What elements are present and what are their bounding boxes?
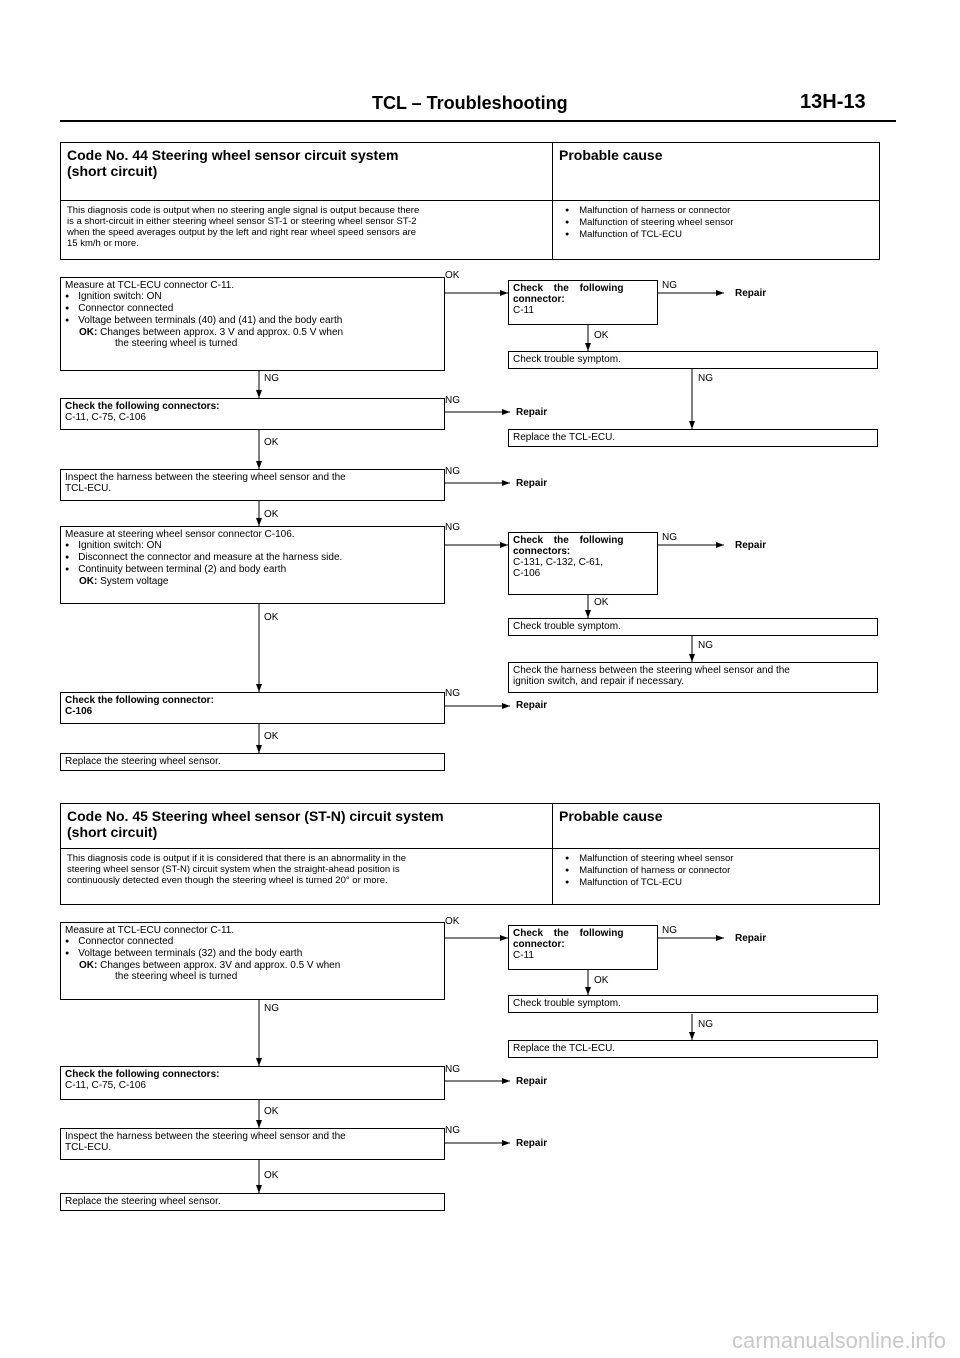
c44-replace-ecu-text: Replace the TCL-ECU. bbox=[513, 432, 616, 443]
c44-measure-bullet: ● Ignition switch: ON bbox=[65, 291, 440, 303]
c45-measure-bullet: ● Connector connected bbox=[65, 936, 440, 948]
c44-check-connectors2-box bbox=[508, 532, 658, 595]
c44-check-harness-box bbox=[508, 662, 878, 693]
c45-check-connector-box bbox=[508, 925, 658, 970]
code44-cause-header-text: Probable cause bbox=[559, 147, 663, 163]
repair-label: Repair bbox=[735, 933, 767, 944]
label-ng: NG bbox=[264, 373, 279, 384]
c44-measure2-line: Measure at steering wheel sensor connector C-106. bbox=[65, 529, 295, 540]
label-ng: NG bbox=[264, 1003, 279, 1014]
c44-ok-text: Changes between approx. 3 V and approx. 0.5 V when bbox=[100, 327, 344, 338]
page-number: 13H-13 bbox=[800, 91, 866, 113]
c44-check-conns-line: Check the following connectors: bbox=[65, 401, 220, 412]
c44-check-connectors-box bbox=[60, 398, 445, 430]
code45-cause-header bbox=[553, 804, 879, 849]
code45-table bbox=[60, 803, 880, 905]
c45-inspect-box bbox=[60, 1128, 445, 1160]
c44-check-c106-line: C-106 bbox=[65, 706, 93, 717]
c44-replace-sensor-box bbox=[60, 753, 445, 771]
c45-replace-sensor-box bbox=[60, 1193, 445, 1211]
c44-check-conns2-line: C-131, C-132, C-61, bbox=[513, 557, 604, 568]
code45-description bbox=[61, 849, 553, 904]
c45-check-connectors-box bbox=[60, 1066, 445, 1100]
c44-measure2-bullet: ● Disconnect the connector and measure at the harness side. bbox=[65, 552, 440, 564]
code45-cause-header-text: Probable cause bbox=[559, 808, 663, 824]
c45-inspect-line: TCL-ECU. bbox=[65, 1142, 112, 1153]
c44-trouble-box bbox=[508, 351, 878, 369]
watermark: carmanualsonline.info bbox=[731, 1328, 946, 1353]
c45-ok-label: OK: bbox=[79, 960, 98, 971]
label-ok: OK bbox=[264, 1106, 279, 1117]
c44-replace-ecu-box bbox=[508, 429, 878, 447]
code45-title-line1: Code No. 45 Steering wheel sensor (ST-N) circuit system bbox=[67, 808, 444, 824]
label-ok: OK bbox=[264, 1170, 279, 1181]
code45-desc-line: steering wheel sensor (ST-N) circuit system when the straight-ahead position is bbox=[67, 864, 400, 875]
c44-ok-text: the steering wheel is turned bbox=[115, 338, 238, 349]
repair-label: Repair bbox=[516, 1076, 548, 1087]
label-ng: NG bbox=[698, 373, 713, 384]
repair-label: Repair bbox=[735, 540, 767, 551]
c44-check-conns2-line: connectors: bbox=[513, 546, 571, 557]
label-ng: NG bbox=[698, 1019, 713, 1030]
c45-check-conn-line: Check the following bbox=[513, 928, 624, 939]
c44-measure2-bullet: ● Ignition switch: ON bbox=[65, 540, 440, 552]
code45-title bbox=[61, 804, 553, 849]
code44-desc-line: 15 km/h or more. bbox=[67, 238, 139, 249]
c44-inspect-line: Inspect the harness between the steering wheel sensor and the bbox=[65, 472, 346, 483]
c44-check-harness-line: Check the harness between the steering wheel sensor and the bbox=[513, 665, 790, 676]
c44-ok-label: OK: bbox=[79, 327, 98, 338]
c45-ok-text: the steering wheel is turned bbox=[115, 971, 238, 982]
c44-replace-sensor-text: Replace the steering wheel sensor. bbox=[65, 756, 221, 767]
code44-cause-item: ● Malfunction of TCL-ECU bbox=[565, 229, 873, 241]
repair-label: Repair bbox=[516, 478, 548, 489]
c44-trouble-text: Check trouble symptom. bbox=[513, 354, 621, 365]
code45-title-line2: (short circuit) bbox=[67, 824, 158, 840]
c44-ok-label: OK: bbox=[79, 576, 98, 587]
label-ng: NG bbox=[662, 280, 677, 291]
c44-trouble2-box bbox=[508, 618, 878, 636]
repair-label: Repair bbox=[516, 1138, 548, 1149]
label-ng: NG bbox=[445, 1125, 460, 1136]
repair-label: Repair bbox=[516, 700, 548, 711]
label-ok: OK bbox=[264, 509, 279, 520]
c45-check-conns-line: C-11, C-75, C-106 bbox=[65, 1080, 146, 1091]
label-ok: OK bbox=[445, 270, 460, 281]
c45-inspect-line: Inspect the harness between the steering wheel sensor and the bbox=[65, 1131, 346, 1142]
page-title: TCL – Troubleshooting bbox=[372, 93, 568, 113]
c45-measure-line: Measure at TCL-ECU connector C-11. bbox=[65, 925, 235, 936]
c45-check-conn-line: C-11 bbox=[513, 950, 534, 961]
code44-title-line2: (short circuit) bbox=[67, 163, 158, 179]
label-ok: OK bbox=[594, 597, 609, 608]
c44-measure-bullet: ● Voltage between terminals (40) and (41) and the body earth bbox=[65, 315, 440, 327]
c44-trouble2-text: Check trouble symptom. bbox=[513, 621, 621, 632]
label-ok: OK bbox=[594, 330, 609, 341]
c45-trouble-box bbox=[508, 995, 878, 1013]
code44-desc-line: when the speed averages output by the left and right rear wheel speed sensors are bbox=[67, 227, 417, 238]
label-ng: NG bbox=[445, 522, 460, 533]
label-ok: OK bbox=[445, 916, 460, 927]
code45-causes bbox=[553, 849, 879, 904]
code45-desc-line: This diagnosis code is output if it is considered that there is an abnormality in the bbox=[67, 853, 407, 864]
c44-check-connector-box bbox=[508, 280, 658, 325]
c44-inspect-box bbox=[60, 469, 445, 501]
label-ng: NG bbox=[445, 1064, 460, 1075]
label-ng: NG bbox=[445, 466, 460, 477]
c45-replace-ecu-box bbox=[508, 1040, 878, 1058]
code45-desc-line: continuously detected even though the steering wheel is turned 20° or more. bbox=[67, 875, 388, 886]
c44-measure-line: Measure at TCL-ECU connector C-11. bbox=[65, 280, 235, 291]
label-ng: NG bbox=[698, 640, 713, 651]
c44-check-harness-line: ignition switch, and repair if necessary. bbox=[513, 676, 685, 687]
code44-cause-item: ● Malfunction of harness or connector bbox=[565, 205, 873, 217]
label-ok: OK bbox=[264, 612, 279, 623]
c45-trouble-text: Check trouble symptom. bbox=[513, 998, 621, 1009]
code44-cause-item: ● Malfunction of steering wheel sensor bbox=[565, 217, 873, 229]
c45-check-conns-line: Check the following connectors: bbox=[65, 1069, 220, 1080]
code45-cause-item: ● Malfunction of steering wheel sensor bbox=[565, 853, 873, 865]
c44-measure2-box bbox=[60, 526, 445, 604]
c44-ok-text: System voltage bbox=[100, 576, 169, 587]
c45-replace-sensor-text: Replace the steering wheel sensor. bbox=[65, 1196, 221, 1207]
c44-check-conns2-line: C-106 bbox=[513, 568, 541, 579]
c44-measure-bullet: ● Connector connected bbox=[65, 303, 440, 315]
repair-label: Repair bbox=[516, 407, 548, 418]
label-ng: NG bbox=[662, 532, 677, 543]
label-ok: OK bbox=[594, 975, 609, 986]
c45-ok-text: Changes between approx. 3V and approx. 0.5 V when bbox=[100, 960, 341, 971]
c45-measure-bullet: ● Voltage between terminals (32) and the body earth bbox=[65, 948, 440, 960]
label-ok: OK bbox=[264, 437, 279, 448]
code45-cause-item: ● Malfunction of harness or connector bbox=[565, 865, 873, 877]
label-ng: NG bbox=[445, 395, 460, 406]
c44-check-connector-c106-box bbox=[60, 692, 445, 724]
c44-inspect-line: TCL-ECU. bbox=[65, 483, 112, 494]
c45-check-conn-line: connector: bbox=[513, 939, 565, 950]
code44-desc-line: is a short-circuit in either steering wheel sensor ST-1 or steering wheel sensor ST-2 bbox=[67, 216, 417, 227]
label-ng: NG bbox=[445, 688, 460, 699]
c44-check-conns2-line: Check the following bbox=[513, 535, 624, 546]
label-ng: NG bbox=[662, 925, 677, 936]
c45-replace-ecu-text: Replace the TCL-ECU. bbox=[513, 1043, 616, 1054]
code45-cause-item: ● Malfunction of TCL-ECU bbox=[565, 877, 873, 889]
repair-label: Repair bbox=[735, 288, 767, 299]
c45-measure-box bbox=[60, 922, 445, 1000]
code44-desc-line: This diagnosis code is output when no steering angle signal is output because there bbox=[67, 205, 420, 216]
c44-check-conns-line: C-11, C-75, C-106 bbox=[65, 412, 146, 423]
c44-measure2-bullet: ● Continuity between terminal (2) and body earth bbox=[65, 564, 440, 576]
c44-check-c106-line: Check the following connector: bbox=[65, 695, 214, 706]
c44-check-conn-line: C-11 bbox=[513, 305, 534, 316]
c44-measure-box bbox=[60, 277, 445, 371]
code44-title-line1: Code No. 44 Steering wheel sensor circuit system bbox=[67, 147, 399, 163]
c44-check-conn-line: Check the following bbox=[513, 283, 624, 294]
c44-check-conn-line: connector: bbox=[513, 294, 565, 305]
label-ok: OK bbox=[264, 731, 279, 742]
